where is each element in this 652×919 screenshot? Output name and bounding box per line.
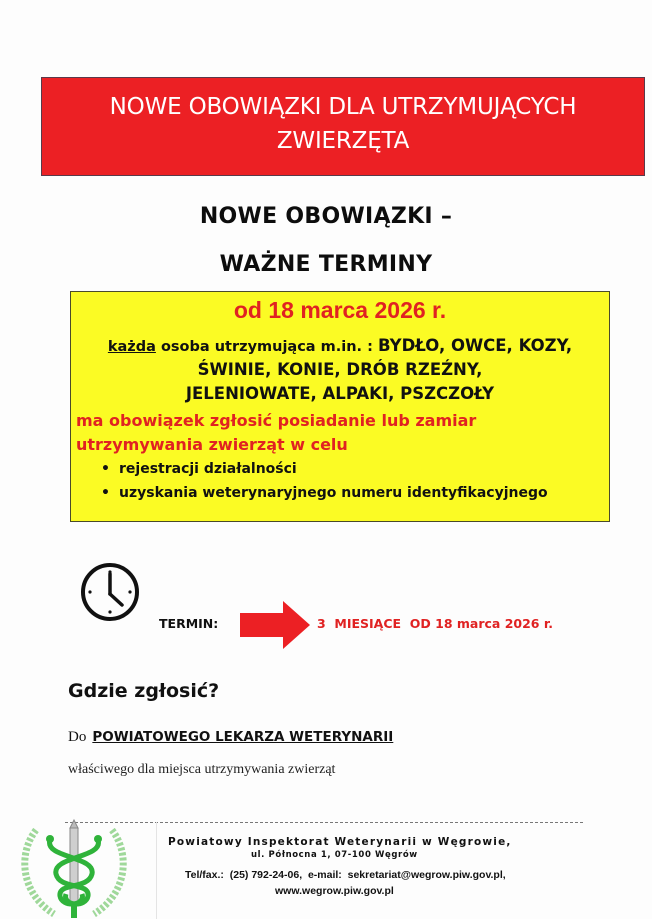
banner-title-line1: NOWE OBOWIĄZKI DLA UTRZYMUJĄCYCH (109, 94, 577, 120)
footer-address: ul. Północna 1, 07-100 Węgrów (251, 850, 418, 860)
notice-box (70, 291, 610, 522)
bullet-icon: • (101, 461, 110, 477)
bullet-item (101, 485, 639, 501)
animals-line2: ŚWINIE, KONIE, DRÓB RZEŹNY, (197, 360, 483, 379)
start-date: od 18 marca 2026 r. (233, 297, 447, 323)
footer-org-name: Powiatowy Inspektorat Weterynarii w Węgrowie, (168, 836, 512, 848)
where-competent: właściwego dla miejsca utrzymywania zwierząt (68, 762, 336, 777)
footer-vertical-divider (156, 822, 157, 919)
subtitle-line2: WAŻNE TERMINY (219, 252, 433, 277)
banner-title-line2: ZWIERZĘTA (276, 128, 410, 154)
deadline-value: 3 MIESIĄCE OD 18 marca 2026 r. (317, 616, 553, 631)
duty-line1: ma obowiązek zgłosić posiadanie lub zamiar (76, 411, 477, 430)
who-underlined: każda (107, 339, 156, 355)
clock-icon (79, 561, 141, 623)
bullet-text: uzyskania weterynaryjnego numeru identyfikacyjnego (119, 485, 548, 501)
where-prefix: Do (68, 729, 87, 745)
footer-website[interactable]: www.wegrow.piw.gov.pl (275, 885, 394, 897)
duty-line2: utrzymywania zwierząt w celu (76, 435, 348, 454)
where-target-line (68, 728, 393, 746)
footer-divider (65, 822, 583, 823)
header-banner (41, 77, 645, 176)
animals-line1: BYDŁO, OWCE, KOZY, (377, 336, 573, 355)
subtitle-line1: NOWE OBOWIĄZKI – (199, 204, 453, 229)
who-line (71, 336, 609, 355)
bullet-text: rejestracji działalności (119, 461, 297, 477)
deadline-label: TERMIN: (159, 616, 219, 631)
who-rest: osoba utrzymująca m.in. : (155, 339, 378, 355)
bullet-item (101, 461, 639, 477)
bullet-icon: • (101, 485, 110, 501)
footer-contact: Tel/fax.: (25) 792-24-06, e-mail: sekretariat@wegrow.piw.gov.pl, (185, 869, 506, 881)
veterinary-inspection-logo (14, 818, 134, 919)
animals-line3: JELENIOWATE, ALPAKI, PSZCZOŁY (185, 384, 495, 403)
where-target: POWIATOWEGO LEKARZA WETERYNARII (92, 729, 394, 745)
right-arrow-icon (240, 601, 312, 649)
where-title: Gdzie zgłosić? (68, 680, 220, 702)
